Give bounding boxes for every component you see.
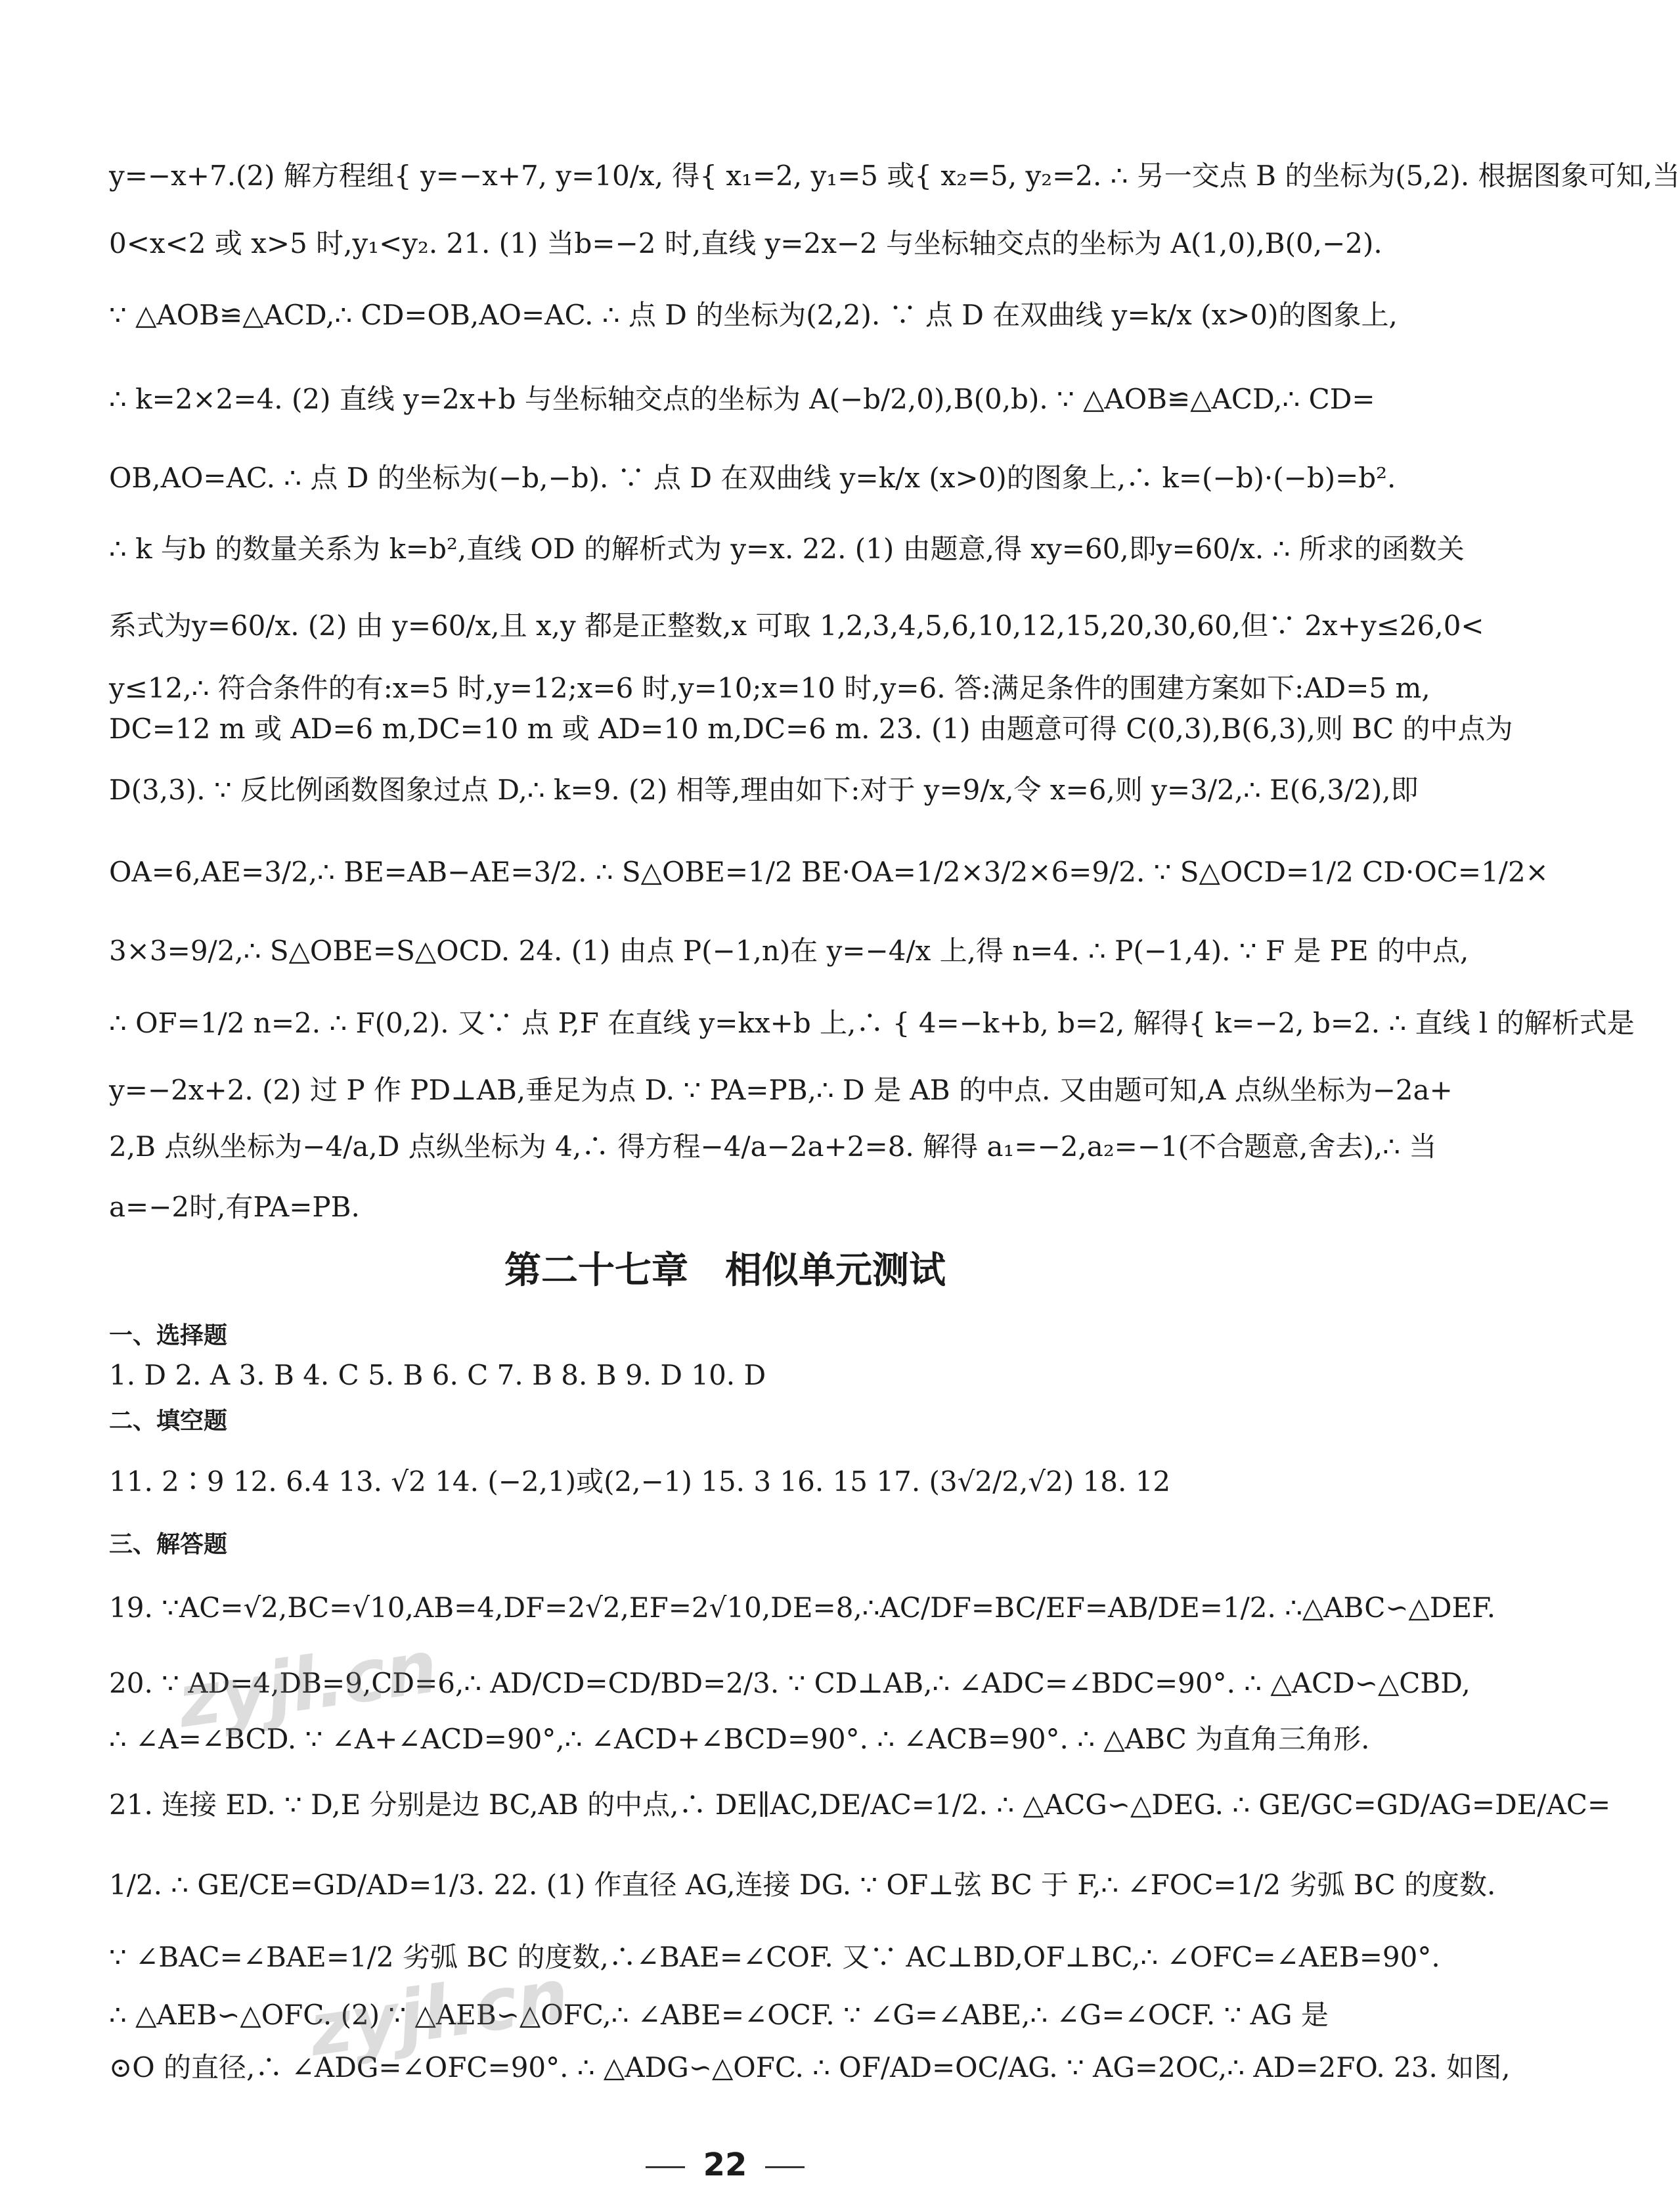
page-number-footer [0, 2147, 1450, 2183]
choice-answers: 1. D 2. A 3. B 4. C 5. B 6. C 7. B 8. B 9. D 10. D [109, 1359, 766, 1391]
solution-line-7: ∴ △AEB∽△OFC. (2) ∵ △AEB∽△OFC,∴ ∠ABE=∠OCF. ∵ ∠G=∠ABE,∴ ∠G=∠OCF. ∵ AG 是 [109, 1999, 1329, 2031]
answer-line-12: 3×3=9/2,∴ S△OBE=S△OCD. 24. (1) 由点 P(−1,n)在 y=−4/x 上,得 n=4. ∴ P(−1,4). ∵ F 是 PE 的中点, [109, 935, 1469, 967]
page-number: 22 [703, 2147, 747, 2183]
answer-line-5: OB,AO=AC. ∴ 点 D 的坐标为(−b,−b). ∵ 点 D 在双曲线 y=k/x (x>0)的图象上,∴ k=(−b)·(−b)=b². [109, 462, 1396, 494]
footer-dash-right [765, 2166, 805, 2168]
section-heading-fill: 二、填空题 [109, 1408, 228, 1435]
section-heading-choice: 一、选择题 [109, 1322, 228, 1349]
section-heading-solve: 三、解答题 [109, 1531, 228, 1558]
chapter-title: 第二十七章 相似单元测试 [504, 1249, 946, 1292]
answer-line-6: ∴ k 与b 的数量关系为 k=b²,直线 OD 的解析式为 y=x. 22. (1) 由题意,得 xy=60,即y=60/x. ∴ 所求的函数关 [109, 533, 1465, 565]
watermark-lower: zyjl.cn [304, 1953, 574, 2072]
solution-line-6: ∵ ∠BAC=∠BAE=1/2 劣弧 BC 的度数,∴∠BAE=∠COF. 又∵ AC⊥BD,OF⊥BC,∴ ∠OFC=∠AEB=90°. [109, 1941, 1440, 1973]
answer-line-16: a=−2时,有PA=PB. [109, 1191, 360, 1223]
solution-line-1: 19. ∵AC=√2,BC=√10,AB=4,DF=2√2,EF=2√10,DE=8,∴AC/DF=BC/EF=AB/DE=1/2. ∴△ABC∽△DEF. [109, 1591, 1496, 1624]
answer-line-11: OA=6,AE=3/2,∴ BE=AB−AE=3/2. ∴ S△OBE=1/2 BE·OA=1/2×3/2×6=9/2. ∵ S△OCD=1/2 CD·OC=1/2× [109, 856, 1549, 888]
answer-line-8: y≤12,∴ 符合条件的有:x=5 时,y=12;x=6 时,y=10;x=10 时,y=6. 答:满足条件的围建方案如下:AD=5 m, [109, 672, 1430, 704]
answer-line-13: ∴ OF=1/2 n=2. ∴ F(0,2). 又∵ 点 P,F 在直线 y=kx+b 上,∴ { 4=−k+b, b=2, 解得{ k=−2, b=2. ∴ 直线 l 的解析式是 [109, 1007, 1635, 1039]
answer-line-10: D(3,3). ∵ 反比例函数图象过点 D,∴ k=9. (2) 相等,理由如下:对于 y=9/x,令 x=6,则 y=3/2,∴ E(6,3/2),即 [109, 774, 1419, 806]
footer-dash-left [646, 2166, 685, 2168]
answer-line-1: y=−x+7.(2) 解方程组{ y=−x+7, y=10/x, 得{ x₁=2, y₁=5 或{ x₂=5, y₂=2. ∴ 另一交点 B 的坐标为(5,2). 根据图象可知,当 [109, 160, 1680, 192]
answer-line-15: 2,B 点纵坐标为−4/a,D 点纵坐标为 4,∴ 得方程−4/a−2a+2=8. 解得 a₁=−2,a₂=−1(不合题意,舍去),∴ 当 [109, 1130, 1437, 1163]
answer-line-3: ∵ △AOB≌△ACD,∴ CD=OB,AO=AC. ∴ 点 D 的坐标为(2,2). ∵ 点 D 在双曲线 y=k/x (x>0)的图象上, [109, 299, 1398, 331]
answer-line-2: 0<x<2 或 x>5 时,y₁<y₂. 21. (1) 当b=−2 时,直线 y=2x−2 与坐标轴交点的坐标为 A(1,0),B(0,−2). [109, 227, 1382, 259]
watermark: zyjl.cn [173, 1624, 443, 1744]
answer-line-9: DC=12 m 或 AD=6 m,DC=10 m 或 AD=10 m,DC=6 m. 23. (1) 由题意可得 C(0,3),B(6,3),则 BC 的中点为 [109, 713, 1513, 745]
solution-line-2: 20. ∵ AD=4,DB=9,CD=6,∴ AD/CD=CD/BD=2/3. ∵ CD⊥AB,∴ ∠ADC=∠BDC=90°. ∴ △ACD∽△CBD, [109, 1667, 1470, 1699]
solution-line-5: 1/2. ∴ GE/CE=GD/AD=1/3. 22. (1) 作直径 AG,连接 DG. ∵ OF⊥弦 BC 于 F,∴ ∠FOC=1/2 劣弧 BC 的度数. [109, 1869, 1496, 1901]
solution-line-8: ⊙O 的直径,∴ ∠ADG=∠OFC=90°. ∴ △ADG∽△OFC. ∴ OF/AD=OC/AG. ∵ AG=2OC,∴ AD=2FO. 23. 如图, [109, 2051, 1511, 2083]
answer-line-14: y=−2x+2. (2) 过 P 作 PD⊥AB,垂足为点 D. ∵ PA=PB,∴ D 是 AB 的中点. 又由题可知,A 点纵坐标为−2a+ [109, 1074, 1453, 1106]
solution-line-4: 21. 连接 ED. ∵ D,E 分别是边 BC,AB 的中点,∴ DE∥AC,DE/AC=1/2. ∴ △ACG∽△DEG. ∴ GE/GC=GD/AG=DE/AC= [109, 1789, 1611, 1821]
answer-line-7: 系式为y=60/x. (2) 由 y=60/x,且 x,y 都是正整数,x 可取 1,2,3,4,5,6,10,12,15,20,30,60,但∵ 2x+y≤26,0< [109, 610, 1484, 642]
solution-line-3: ∴ ∠A=∠BCD. ∵ ∠A+∠ACD=90°,∴ ∠ACD+∠BCD=90°. ∴ ∠ACB=90°. ∴ △ABC 为直角三角形. [109, 1723, 1370, 1755]
answer-line-4: ∴ k=2×2=4. (2) 直线 y=2x+b 与坐标轴交点的坐标为 A(−b/2,0),B(0,b). ∵ △AOB≌△ACD,∴ CD= [109, 383, 1375, 415]
fill-answers: 11. 2∶9 12. 6.4 13. √2 14. (−2,1)或(2,−1) 15. 3 16. 15 17. (3√2/2,√2) 18. 12 [109, 1465, 1171, 1498]
